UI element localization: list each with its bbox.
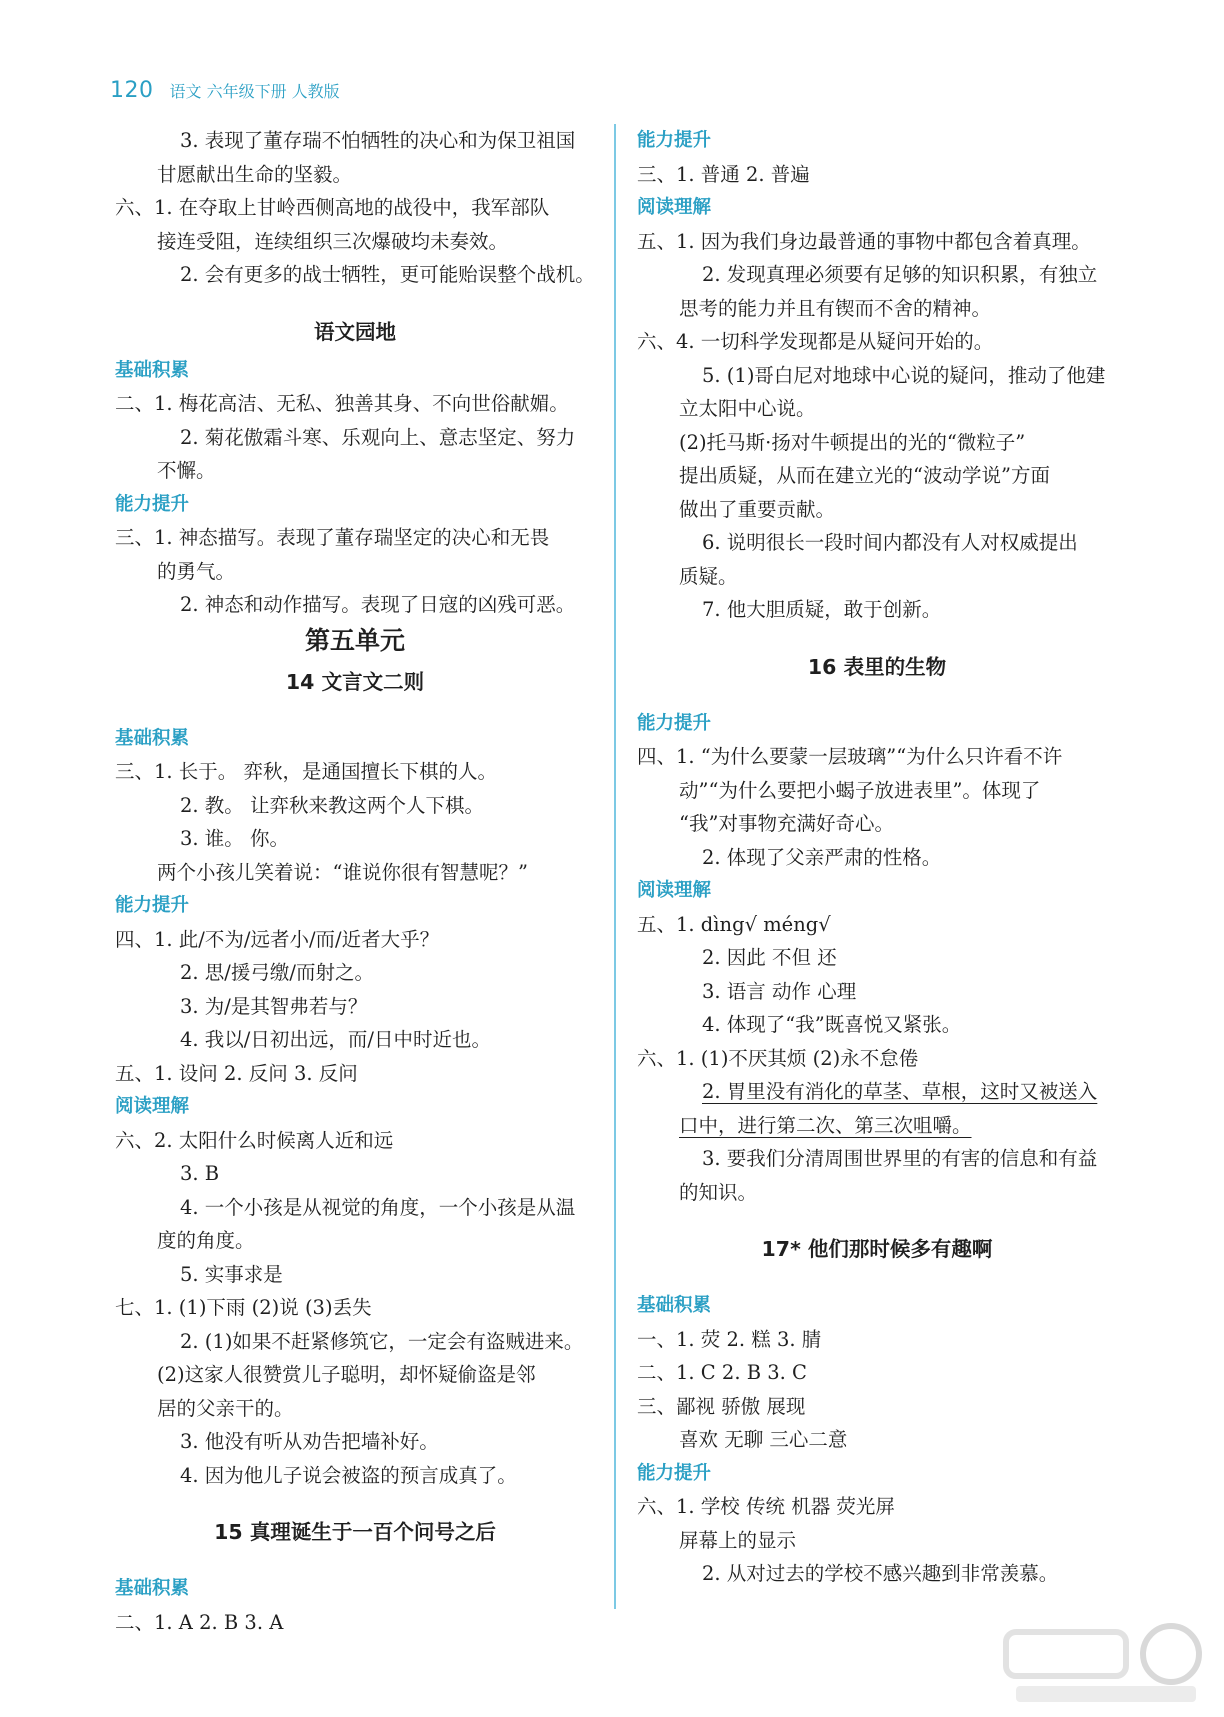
answer-text: 居的父亲干的。 <box>157 1396 294 1420</box>
answer-line <box>637 1109 1117 1143</box>
answer-line <box>637 1142 1117 1176</box>
answer-line <box>637 493 1117 527</box>
answer-text: 3. 为/是其智弗若与？ <box>180 994 368 1018</box>
answer-text: 喜欢 无聊 三心二意 <box>679 1428 848 1451</box>
answer-line <box>637 807 1117 841</box>
spacer <box>637 689 1117 707</box>
answer-text: 2. 体现了父亲严肃的性格。 <box>702 845 942 869</box>
answer-text: 3. 谁。 你。 <box>180 827 290 850</box>
answer-text: 14 文言文二则 <box>285 669 425 694</box>
answer-text: 二、1. A 2. B 3. A <box>115 1610 284 1634</box>
page-header <box>110 78 340 103</box>
answer-text: 三、1. 普通 2. 普遍 <box>637 162 810 186</box>
answer-line <box>115 421 595 455</box>
answer-text: 接连受阻，连续组织三次爆破均未奏效。 <box>157 229 509 253</box>
answer-text: 3. 他没有听从劝告把墙补好。 <box>180 1430 439 1453</box>
answer-text: 基础积累 <box>115 359 190 381</box>
answer-text: 2. 教。 让弈秋来教这两个人下棋。 <box>180 793 485 817</box>
lesson-title <box>115 1510 595 1554</box>
answer-line <box>115 1023 595 1057</box>
answer-text: 能力提升 <box>637 130 712 151</box>
answer-text: 5. 实事求是 <box>180 1262 283 1286</box>
answer-text: 一、1. 荧 2. 糕 3. 腈 <box>637 1327 822 1351</box>
spacer <box>637 1271 1117 1289</box>
answer-text: 第五单元 <box>304 625 405 655</box>
answer-line <box>637 292 1117 326</box>
answer-text: 五、1. 因为我们身边最普通的事物中都包含着真理。 <box>637 229 1091 253</box>
answer-text: 基础积累 <box>637 1295 712 1316</box>
answer-line <box>637 459 1117 493</box>
answer-line <box>115 1057 595 1091</box>
answer-text: (2)托马斯·扬对牛顿提出的光的“微粒子” <box>679 430 1026 454</box>
answer-text: 15 真理诞生于一百个问号之后 <box>214 1520 496 1544</box>
answer-text: 质疑。 <box>679 564 738 588</box>
answer-text: 做出了重要贡献。 <box>679 497 836 521</box>
answer-line <box>637 841 1117 875</box>
answer-line <box>637 158 1117 192</box>
answer-line <box>115 225 595 259</box>
answer-line <box>115 387 595 421</box>
answer-line <box>637 258 1117 292</box>
left-column <box>115 124 595 1639</box>
answer-text: 六、4. 一切科学发现都是从疑问开始的。 <box>637 330 994 353</box>
answer-text: 屏幕上的显示 <box>679 1528 797 1552</box>
watermark-logo-icon <box>996 1614 1206 1709</box>
answer-text: 4. 因为他儿子说会被盗的预言成真了。 <box>180 1463 517 1487</box>
answer-text: 5. (1)哥白尼对地球中心说的疑问，推动了他建 <box>702 363 1106 387</box>
answer-line <box>115 158 595 192</box>
answer-text: 3. 要我们分清周围世界里的有害的信息和有益 <box>702 1147 1098 1170</box>
answer-text: 2. 思/援弓缴/而射之。 <box>180 961 374 984</box>
answer-line <box>637 526 1117 560</box>
answer-line <box>115 1157 595 1191</box>
answer-line <box>115 1606 595 1640</box>
answer-text: 4. 我以/日初出远，而/日中时近也。 <box>180 1028 491 1051</box>
answer-text: 3. 表现了董存瑞不怕牺牲的决心和为保卫祖国 <box>180 129 576 152</box>
answer-text: 能力提升 <box>637 1462 712 1484</box>
answer-line <box>115 454 595 488</box>
answer-line <box>115 258 595 292</box>
section-label <box>637 191 1117 225</box>
answer-line <box>637 1557 1117 1591</box>
answer-text: 2. 因此 不但 还 <box>702 946 837 969</box>
answer-text: 阅读理解 <box>637 197 712 218</box>
answer-line <box>115 1291 595 1325</box>
answer-text: 度的角度。 <box>157 1229 255 1252</box>
section-label <box>637 1457 1117 1491</box>
answer-text: 的知识。 <box>679 1180 758 1204</box>
answer-text: 六、1. 在夺取上甘岭西侧高地的战役中，我军部队 <box>115 196 550 219</box>
answer-line <box>637 774 1117 808</box>
answer-text: 16 表里的生物 <box>807 654 947 679</box>
spacer <box>115 1492 595 1510</box>
answer-text: 语文园地 <box>314 319 396 344</box>
answer-text: 提出质疑，从而在建立光的“波动学说”方面 <box>679 464 1050 487</box>
answer-text: 的勇气。 <box>157 559 236 583</box>
section-label <box>115 1090 595 1124</box>
column-divider <box>614 124 616 1609</box>
answer-text: 2. 神态和动作描写。表现了日寇的凶残可恶。 <box>180 593 576 616</box>
answer-text: 17* 他们那时候多有趣啊 <box>761 1237 993 1261</box>
answer-text: 动”“为什么要把小蝎子放进表里”。体现了 <box>679 778 1041 802</box>
answer-text: 3. B <box>180 1162 220 1185</box>
answer-line <box>115 1425 595 1459</box>
answer-text: 能力提升 <box>115 895 190 916</box>
answer-line <box>115 1191 595 1225</box>
answer-text: 7. 他大胆质疑，敢于创新。 <box>702 598 942 621</box>
answer-line <box>637 908 1117 942</box>
answer-text: 2. 会有更多的战士牺牲，更可能贻误整个战机。 <box>180 263 595 286</box>
answer-line <box>115 191 595 225</box>
section-label <box>637 1289 1117 1323</box>
answer-line <box>637 1176 1117 1210</box>
answer-line <box>115 1224 595 1258</box>
answer-text: 六、1. 学校 传统 机器 荧光屏 <box>637 1495 895 1518</box>
answer-line <box>115 923 595 957</box>
answer-text: 不懈。 <box>157 459 216 482</box>
answer-text: 立太阳中心说。 <box>679 397 816 420</box>
lesson-title <box>637 645 1117 689</box>
section-label <box>115 1572 595 1606</box>
answer-line <box>637 1356 1117 1390</box>
answer-line <box>637 1323 1117 1357</box>
answer-text: 3. 语言 动作 心理 <box>702 979 857 1003</box>
answer-line <box>637 1390 1117 1424</box>
answer-text: “我”对事物充满好奇心。 <box>679 812 894 835</box>
answer-line <box>637 426 1117 460</box>
answer-text: 2. 菊花傲霜斗寒、乐观向上、意志坚定、努力 <box>180 425 576 449</box>
answer-text: 五、1. dìng√ méng√ <box>637 912 831 936</box>
answer-line <box>115 555 595 589</box>
answer-text: 两个小孩儿笑着说：“谁说你很有智慧呢？” <box>157 860 528 884</box>
answer-text: 能力提升 <box>637 712 712 734</box>
answer-line <box>115 1459 595 1493</box>
answer-text: 2. (1)如果不赶紧修筑它，一定会有盗贼进来。 <box>180 1329 584 1353</box>
answer-text: 基础积累 <box>115 1578 190 1599</box>
lesson-title <box>115 660 595 704</box>
answer-text: 三、1. 神态描写。表现了董存瑞坚定的决心和无畏 <box>115 526 550 549</box>
answer-text: 三、鄙视 骄傲 展现 <box>637 1394 806 1418</box>
answer-text: 能力提升 <box>115 493 190 515</box>
section-label <box>115 354 595 388</box>
answer-line <box>115 1124 595 1158</box>
answer-text: 六、2. 太阳什么时候离人近和远 <box>115 1128 394 1152</box>
answer-text: 4. 一个小孩是从视觉的角度，一个小孩是从温 <box>180 1195 576 1219</box>
section-label <box>115 889 595 923</box>
answer-text: 6. 说明很长一段时间内都没有人对权威提出 <box>702 531 1078 554</box>
spacer <box>115 704 595 722</box>
answer-text: 五、1. 设问 2. 反问 3. 反问 <box>115 1061 358 1085</box>
answer-line <box>637 1008 1117 1042</box>
answer-text: 甘愿献出生命的坚毅。 <box>157 162 353 186</box>
answer-line <box>637 593 1117 627</box>
answer-line <box>637 560 1117 594</box>
answer-text: 三、1. 长于。 弈秋，是通国擅长下棋的人。 <box>115 760 498 783</box>
answer-text: 六、1. (1)不厌其烦 (2)永不怠倦 <box>637 1046 919 1070</box>
right-column <box>637 124 1117 1591</box>
answer-line <box>637 740 1117 774</box>
spacer <box>637 627 1117 645</box>
page-number: 120 <box>110 78 154 103</box>
answer-text: 七、1. (1)下雨 (2)说 (3)丢失 <box>115 1296 372 1319</box>
answer-line <box>637 225 1117 259</box>
answer-line <box>115 990 595 1024</box>
answer-text: 2. 从对过去的学校不感兴趣到非常羡慕。 <box>702 1562 1059 1585</box>
answer-line <box>637 1524 1117 1558</box>
answer-text: 2. 胃里没有消化的草茎、草根，这时又被送入 <box>702 1080 1098 1103</box>
answer-line <box>115 1325 595 1359</box>
lesson-title <box>637 1227 1117 1271</box>
spacer <box>115 292 595 310</box>
unit-title <box>115 622 595 660</box>
spacer <box>637 1209 1117 1227</box>
section-label <box>637 124 1117 158</box>
answer-text: (2)这家人很赞赏儿子聪明，却怀疑偷盗是邻 <box>157 1363 536 1386</box>
answer-text: 阅读理解 <box>637 880 712 901</box>
answer-line <box>637 941 1117 975</box>
answer-line <box>115 956 595 990</box>
answer-line <box>637 1042 1117 1076</box>
answer-line <box>115 124 595 158</box>
answer-text: 2. 发现真理必须要有足够的知识积累，有独立 <box>702 263 1098 286</box>
answer-line <box>637 975 1117 1009</box>
section-label <box>115 722 595 756</box>
answer-line <box>115 588 595 622</box>
answer-text: 四、1. 此/不为/远者小/而/近者大乎？ <box>115 927 440 951</box>
answer-line <box>115 822 595 856</box>
section-label <box>115 488 595 522</box>
section-label <box>637 874 1117 908</box>
answer-line <box>115 1258 595 1292</box>
answer-text: 4. 体现了“我”既喜悦又紧张。 <box>702 1013 962 1036</box>
answer-line <box>637 1490 1117 1524</box>
answer-text: 基础积累 <box>115 727 190 749</box>
answer-line <box>115 521 595 555</box>
answer-text: 思考的能力并且有锲而不舍的精神。 <box>679 296 992 320</box>
answer-line <box>637 1423 1117 1457</box>
answer-line <box>637 359 1117 393</box>
answer-text: 二、1. C 2. B 3. C <box>637 1361 807 1384</box>
answer-line <box>115 856 595 890</box>
book-info: 语文 六年级下册 人教版 <box>169 82 340 101</box>
lesson-title <box>115 310 595 354</box>
answer-text: 二、1. 梅花高洁、无私、独善其身、不向世俗献媚。 <box>115 392 569 415</box>
answer-line <box>637 1075 1117 1109</box>
section-label <box>637 707 1117 741</box>
answer-line <box>115 755 595 789</box>
answer-line <box>115 789 595 823</box>
answer-line <box>115 1358 595 1392</box>
answer-line <box>637 392 1117 426</box>
answer-text: 口中，进行第二次、第三次咀嚼。 <box>679 1113 972 1137</box>
spacer <box>115 1554 595 1572</box>
answer-line <box>115 1392 595 1426</box>
answer-text: 四、1. “为什么要蒙一层玻璃”“为什么只许看不许 <box>637 745 1063 768</box>
answer-text: 阅读理解 <box>115 1096 190 1117</box>
answer-line <box>637 325 1117 359</box>
